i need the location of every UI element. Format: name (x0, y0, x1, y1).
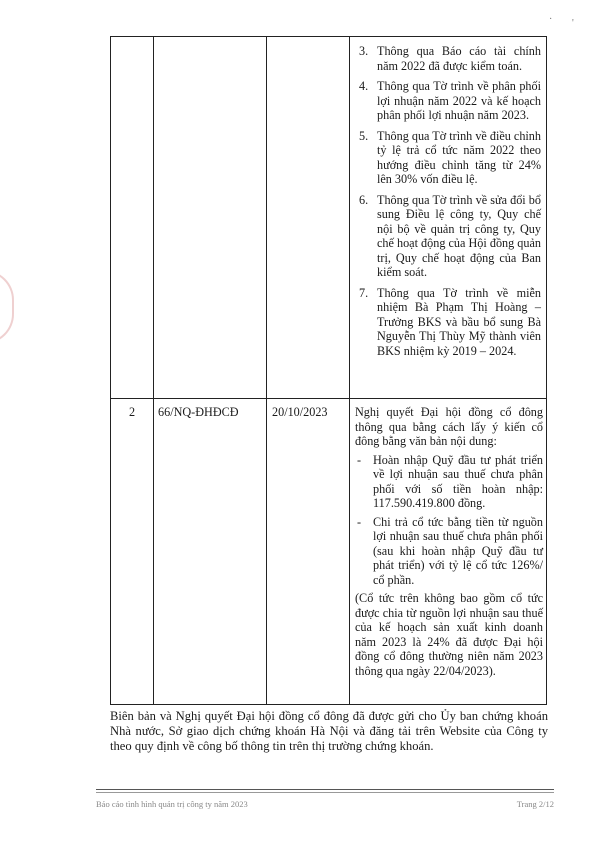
footer-title: Báo cáo tình hình quản trị công ty năm 2023 (96, 799, 248, 809)
footer-rule (96, 792, 554, 793)
row2-resolution-number: 66/NQ-ĐHĐCĐ (158, 405, 239, 419)
resolutions-table (110, 36, 547, 705)
column-divider (153, 37, 154, 704)
row1-content (359, 44, 541, 364)
closing-paragraph: Biên bản và Nghị quyết Đại hội đồng cổ đông đã được gửi cho Ủy ban chứng khoán Nhà nước, Sở giao dịch chứng khoán Hà Nội và đăng tải trên Website của Công ty theo quy định về công bố thông tin trên thị trường chứng khoán. (110, 709, 548, 754)
row2-stt: 2 (128, 405, 136, 419)
red-stamp-edge (0, 270, 14, 344)
list-item: - Chi trả cổ tức bằng tiền từ nguồn lợi nhuận sau thuế chưa phân phối (sau khi hoàn nhập Quỹ đầu tư phát triển) với tỷ lệ cổ tức 126%/ cổ phần. (357, 514, 543, 587)
row2-intro: Nghị quyết Đại hội đồng cổ đông thông qua bằng cách lấy ý kiến cổ đông bằng văn bản nội dung: (355, 405, 543, 448)
row2-date: 20/10/2023 (272, 405, 328, 419)
column-divider (349, 37, 350, 704)
list-item: 4. Thông qua Tờ trình về phân phối lợi nhuận năm 2022 và kế hoạch phân phối lợi nhuận năm 2023. (359, 79, 541, 122)
page-footer (96, 799, 554, 809)
row-divider (111, 398, 546, 399)
page-number: Trang 2/12 (516, 799, 554, 809)
scan-mark: ' (572, 18, 574, 29)
list-item: - Hoàn nhập Quỹ đầu tư phát triển về lợi nhuận sau thuế chưa phân phối với số tiền hoàn nhập: 117.590.419.800 đồng. (357, 452, 543, 510)
row2-content (355, 405, 543, 678)
list-item: 5. Thông qua Tờ trình về điều chỉnh tỷ lệ trả cổ tức năm 2022 theo hướng điều chỉnh tăng từ 24% lên 30% vốn điều lệ. (359, 128, 541, 186)
list-item: 3. Thông qua Báo cáo tài chính năm 2022 đã được kiểm toán. (359, 44, 541, 73)
footer-rule (96, 789, 554, 790)
list-item: 6. Thông qua Tờ trình về sửa đổi bổ sung Điều lệ công ty, Quy chế nội bộ về quản trị công ty, Quy chế hoạt động của Hội đồng quản trị, Quy chế hoạt động của Ban kiểm soát. (359, 192, 541, 279)
column-divider (266, 37, 267, 704)
scan-mark: · (549, 14, 553, 25)
list-item: 7. Thông qua Tờ trình về miễn nhiệm Bà Phạm Thị Hoàng – Trưởng BKS và bầu bổ sung Bà Nguyễn Thị Thùy Mỹ thành viên BKS nhiệm kỳ 2019 – 2024. (359, 285, 541, 358)
row2-note: (Cổ tức trên không bao gồm cổ tức được chia từ nguồn lợi nhuận sau thuế của kế hoạch sản xuất kinh doanh năm 2023 là 24% đã được Đại hội đồng cổ đông thường niên năm 2023 thông qua ngày 22/04/2023). (355, 591, 543, 678)
